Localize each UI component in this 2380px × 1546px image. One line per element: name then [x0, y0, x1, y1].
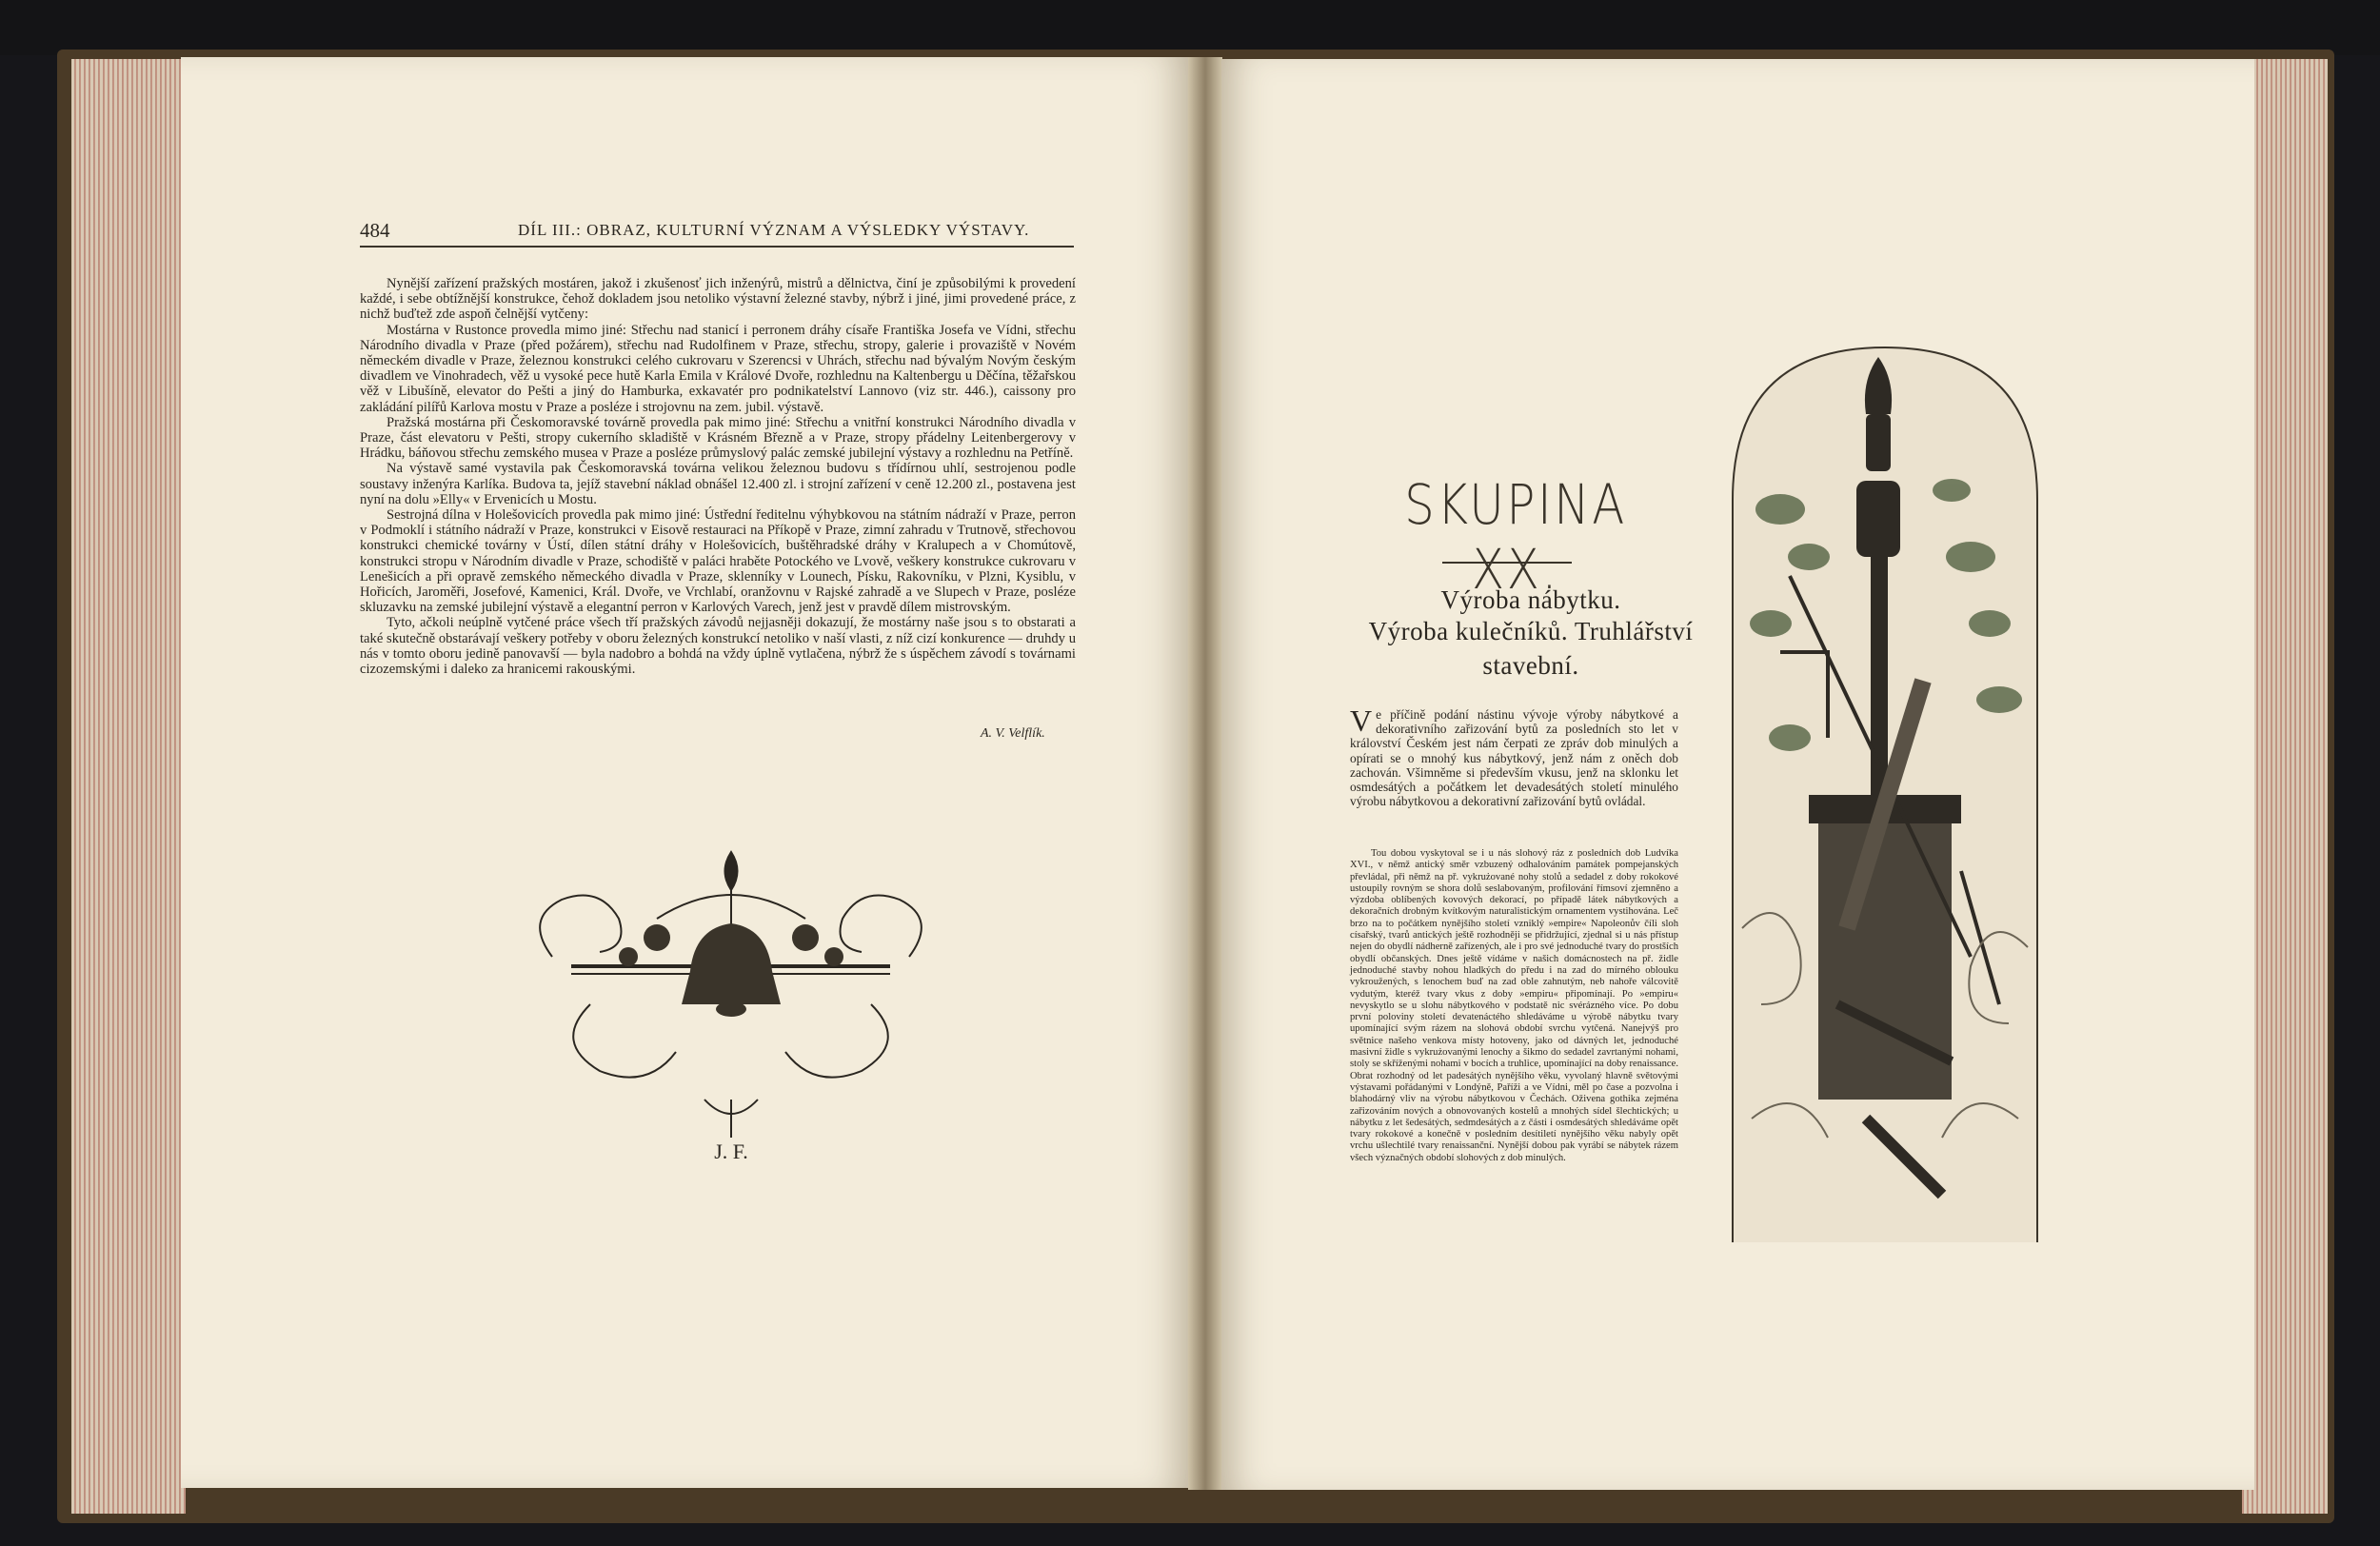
paragraph: Tou dobou vyskytoval se i u nás slohový ráz z posledních dob Ludvíka XVI., v němž antický směr vzbuzený odhalováním památek pompejanských převládal, při němž na př. vykrużované nohy stolů a sedadel z doby rokokové ustoupily rovným se shora dolů seslabovaným, profilování římsoví zjemněno a výzdoba oblíbených kovových dekorací, po případě látek nábytkových a dekoračních drobným kvítkovým naturalistickým ornamentem vystihována. Leč brzo na to počátkem nynějšího století vzniklý »empire« Napoleonův číli sloh císařský, tvarů antických ještě rozhodněji se přidržující, zjednal si u nás přístup nejen do obydlí nádherně zařízených, ale i pro své jednoduché tvary do prostších obydlí občanských. Dnes ještě vídáme v našich domácnostech na př. židle jednoduché stavby nohou hladkých do předu i na zad do mírného oblouku vykroužených, s lenochem buď na zad oble zahnutým, neb nahoře válcovitě vydutým, kteréž tvary vkus z doby »empiru« připomínají. Po »empiru« nevyskytlo se u slohu nábytkového v podstatě nic svérázného více. Po dobu první poloviny století devatenáctého shledáváme u výrobě nábytku tvary upomínající svým rázem na slohová období svrchu vytčená. Nanejvýš pro světnice našeho venkova místy hotoveny, jako od dávných let, jednoduché masivní židle s vykrużovanými lenochy a šikmo do sedadel zavrtanými nohami, stoly se skříženými nohami v bocích a truhlice, upomínající na doby renaissance. Obrat rozhodný od let padesátých nynějšího věku, vyvolaný hlavně světovými výstavami pořádanými v Londýně, Paříži a ve Vídni, měl po čase a pozvolna i blahodárný vliv na výrobu nábytkovou v Čechách. Oživena gothika zejména zařizováním nových a obnovovaných kostelů a mnohých sídel šlechtických; u nábytku z let šedesátých, sedmdesátých a z části i osmdesátých shledáváme opět tvary rokokové a konečně v posledním desítiletí nynějšího věku nabyly opět vrchu ušlechtilé tvary renaissanční. Nynější dobou pak vyrábí se nábytek rázem všech význačných období slohových z dob minulých. [1350, 848, 1678, 1163]
paragraph: Pražská mostárna při Českomoravské továrně provedla pak mimo jiné: Střechu a vnitřní konstrukci Národního divadla v Praze, část elevatoru v Pešti, stropy cukerního skladiště v Krásném Březně a v Praze, stropy přádelny Leitenbergerovy v Hrádku, báňovou střechu zemského musea v Praze a posléze průmyslový palác zemské jubilejní výstavy a rozhlednu na Petříně. [360, 414, 1076, 462]
left-page [181, 57, 1188, 1488]
paragraph: Sestrojná dílna v Holešovicích provedla pak mimo jiné: Ústřední ředitelnu výhybkovou na státním nádraží v Praze, perron v Podmoklí i státního nádraží v Praze, konstrukci v Eisově restauraci na Příkopě v Praze, zimní zahradu v Trutnově, střechovou konstrukci chemické továrny v Ústí, dílen státní dráhy v Holešovicích, buštěhradské dráhy v Kralupech a v Chomútově, konstrukci stropu v Národním divadle v Praze, schodiště v paláci hraběte Potockého ve Lvově, veškery konstrukce cukrovaru v Lenešicích a při opravě zemského německého divadla v Praze, sklenníky v Lounech, Písku, Rakovníku, v Plzni, Kysiblu, v Hořicích, Jaroměři, Josefové, Kamenici, Král. Dvoře, ve Vrchlabí, oranžovnu v Rajské zahradě a ve Slupech v Praze, posléze skluzavku na zemské jubilejní výstavě a elegantní perron v Karlových Varech, jenž jest v pravdě dílem mistrovským. [360, 507, 1076, 616]
small-print-text [1350, 848, 1678, 1164]
running-head [360, 217, 1074, 248]
drop-cap: V [1350, 704, 1373, 738]
intro-text: e příčině podání nástinu vývoje výroby nábytkové a dekorativního zařizování bytů za posledních sto let v království Českém jest nám čerpati ze zpráv dob minulých a opírati se o mnohý kus nábytkový, jenž nám z oněch dob zachován. Všimněme si především vkusu, jenž na sklonku let osmdesátých a počátkem let devadesátých století minulého výrobu nábytkovou a dekorativní zařizování bytů ovládal. [1350, 707, 1678, 809]
subtitle-building: stavební. [1482, 651, 1579, 680]
title-rule [1442, 562, 1572, 564]
left-body-text [360, 276, 1076, 677]
paragraph: Nynější zařízení pražských mostáren, jakož i zkušenosť jich inženýrů, mistrů a dělnictva, činí je způsobilými k provedení každé, i sebe obtížnější konstrukce, čehož dokladem jsou netoliko výstavní železné stavby, nýbrž i jiné, jimi provedené práce, z nichž buďtež zde aspoň čelnější vytčeny: [360, 276, 1076, 323]
subtitle-billiards: Výroba kulečníků. Truhlářství [1368, 617, 1694, 645]
scanner-background [0, 0, 2380, 55]
group-title: SKUPINA XX. [1404, 472, 1627, 602]
tools-column-illustration [1723, 338, 2047, 1242]
section-title: DÍL III.: OBRAZ, KULTURNÍ VÝZNAM A VÝSLEDKY VÝSTAVY. [518, 221, 1030, 239]
paragraph: Na výstavě samé vystavila pak Českomoravská továrna velikou železnou budovu s třídírnou uhlí, sestrojenou podle soustavy inženýra Karlíka. Budova ta, jejíž stavební náklad obnášel 12.400 zl. i strojní zařízení v ceně 12.200 zl., postavena jest nyní na dolu »Elly« v Ervenicích u Mostu. [360, 461, 1076, 507]
paragraph: Tyto, ačkoli neúplně vytčené práce všech tří pražských závodů nejjasněji dokazují, že mostárny naše jsou s to obstarati a také skutečně obstarávají veškery potřeby v oboru železných konstrukcí netoliko v naší vlasti, z níž cizí konkurence — druhdy u nás v tomto oboru jedině panovavší — byla nadobro a bohdá na vždy úplně vytlačena, nýbrž že s úspěchem závodí s továrnami cizozemskými i daleko za hranicemi rakouskými. [360, 615, 1076, 678]
page-edges-right [2242, 59, 2328, 1514]
bell-ornament-illustration [514, 814, 947, 1171]
author-signature: A. V. Velflík. [981, 726, 1045, 741]
paragraph: Mostárna v Rustonce provedla mimo jiné: Střechu nad stanicí i perronem dráhy císaře Františka Josefa ve Vídni, střechu Národního divadla v Praze (před požárem), střechu nad Rudolfinem v Praze, střechu, stropy, galerie i provaziště v Novém německém divadle v Praze, železnou konstrukci celého cukrovaru v Szerencsi v Uhrách, střechu nad bývalým Novým českým divadlem ve Vinohradech, věž u vysoké pece hutě Karla Emila v Králové Dvoře, rozhlednu na Kaltenbergu u Děčína, těžařskou věž v Libušíně, elevator do Pešti a jiný do Hamburka, exkavatér pro podnikatelství Lannovo (viz str. 446.), caissony pro zakládání pilířů Karlova mostu v Praze a posléze i strojovnu na zem. jubil. výstavě. [360, 322, 1076, 415]
page-edges-left [71, 59, 186, 1514]
book-gutter [1188, 57, 1222, 1490]
subtitle-furniture: Výroba nábytku. [1440, 585, 1621, 614]
page-number: 484 [360, 219, 390, 242]
ornament-monogram: J. F. [714, 1140, 748, 1163]
intro-paragraph [1350, 704, 1678, 809]
